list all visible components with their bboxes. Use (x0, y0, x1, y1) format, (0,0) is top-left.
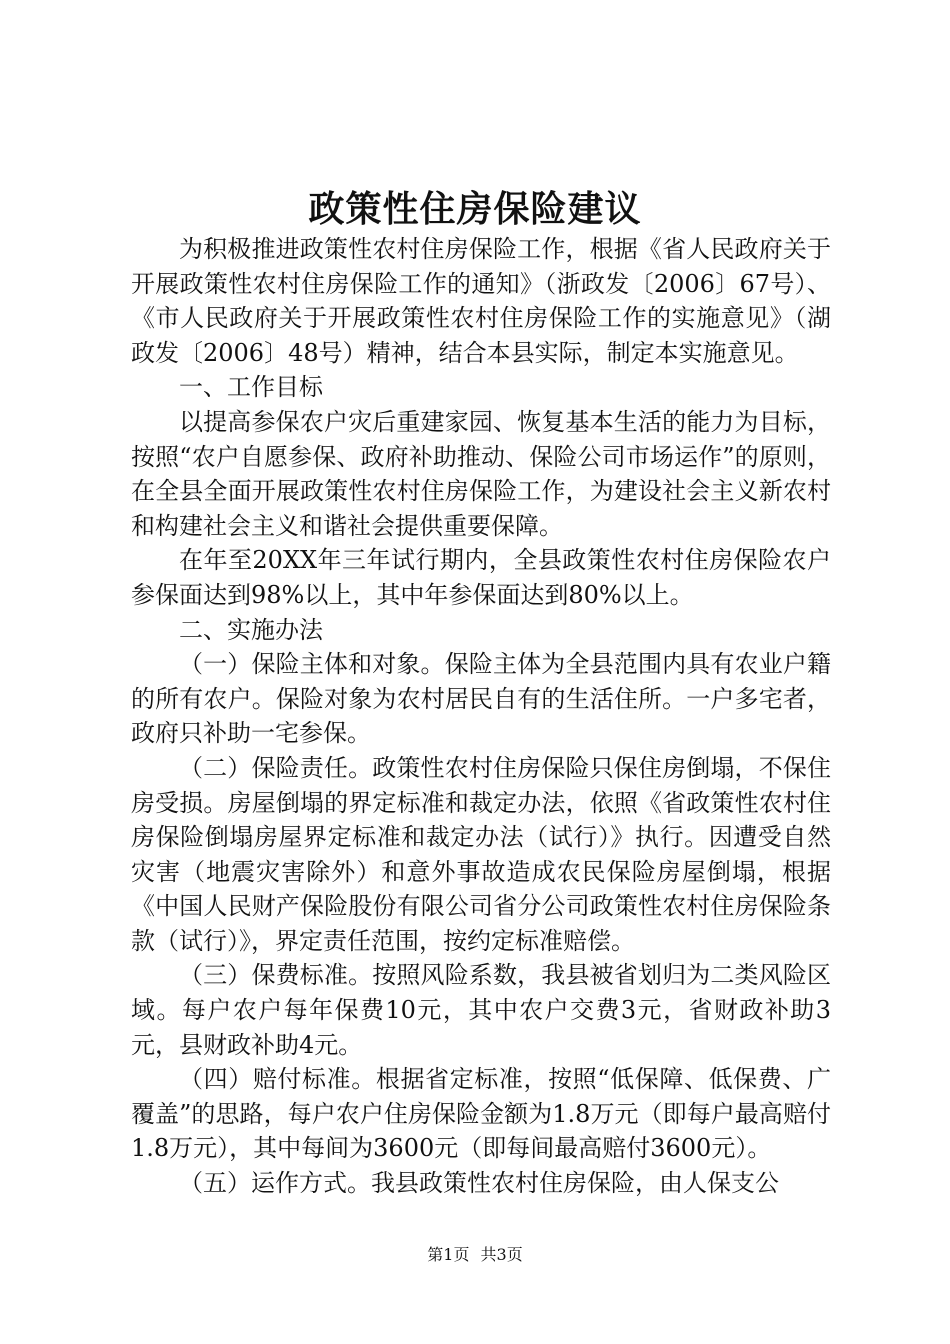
section-heading-methods: 二、实施办法 (179, 615, 323, 644)
paragraph-intro: 为积极推进政策性农村住房保险工作，根据《省人民政府关于开展政策性农村住房保险工作的通知》（浙政发〔2006〕67号）、《市人民政府关于开展政策性农村住房保险工作的实施意见》（湖政发〔2006〕48号）精神，结合本县实际，制定本实施意见。 (131, 235, 831, 367)
paragraph-compensation: （四）赔付标准。根据省定标准，按照“低保障、低保费、广覆盖”的思路，每户农户住房保险金额为1.8万元（即每户最高赔付1.8万元），其中每间为3600元（即每间最高赔付3600元）。 (131, 1065, 831, 1163)
page-number: 第1页 (427, 1245, 470, 1264)
section-heading-goals: 一、工作目标 (179, 373, 323, 402)
page-footer (0, 1244, 950, 1266)
document-body (131, 232, 831, 1201)
paragraph-goals: 以提高参保农户灾后重建家园、恢复基本生活的能力为目标，按照“农户自愿参保、政府补助推动、保险公司市场运作”的原则，在全县全面开展政策性农村住房保险工作，为建设社会主义新农村和构建社会主义和谐社会提供重要保障。 (131, 407, 831, 540)
paragraph-targets: 在年至20XX年三年试行期内，全县政策性农村住房保险农户参保面达到98%以上，其中年参保面达到80%以上。 (131, 546, 831, 609)
paragraph-premium: （三）保费标准。按照风险系数，我县被省划归为二类风险区域。每户农户每年保费10元，其中农户交费3元，省财政补助3元，县财政补助4元。 (131, 961, 831, 1059)
paragraph-liability: （二）保险责任。政策性农村住房保险只保住房倒塌，不保住房受损。房屋倒塌的界定标准和裁定办法，依照《省政策性农村住房保险倒塌房屋界定标准和裁定办法（试行）》执行。因遭受自然灾害（地震灾害除外）和意外事故造成农民保险房屋倒塌，根据《中国人民财产保险股份有限公司省分公司政策性农村住房保险条款（试行）》，界定责任范围，按约定标准赔偿。 (131, 753, 831, 955)
paragraph-operation: （五）运作方式。我县政策性农村住房保险，由人保支公 (179, 1169, 779, 1198)
document-title: 政策性住房保险建议 (308, 188, 642, 230)
paragraph-subject: （一）保险主体和对象。保险主体为全县范围内具有农业户籍的所有农户。保险对象为农村居民自有的生活住所。一户多宅者，政府只补助一宅参保。 (131, 650, 831, 748)
page-total: 共3页 (480, 1245, 523, 1264)
